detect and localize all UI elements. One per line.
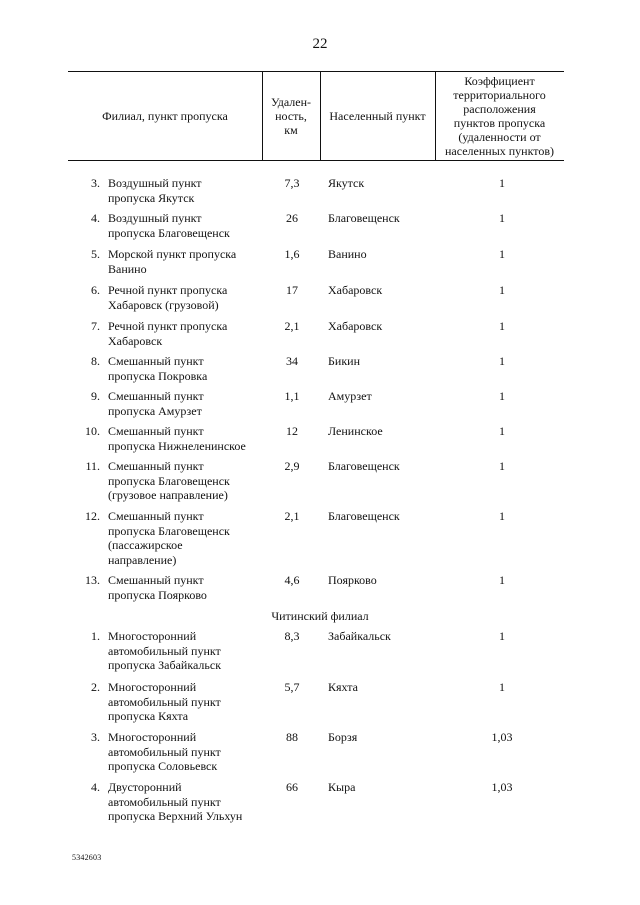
row-number: 1. (91, 629, 100, 643)
coefficient: 1 (499, 459, 505, 473)
document-code: 5342603 (72, 853, 102, 862)
distance-km: 34 (286, 354, 298, 368)
settlement: Кыра (328, 780, 356, 794)
settlement: Поярково (328, 573, 377, 587)
row-number: 6. (91, 283, 100, 297)
coefficient: 1 (499, 509, 505, 523)
header-branch: Филиал, пункт пропуска (102, 108, 228, 123)
row-number: 3. (91, 730, 100, 744)
page-number: 22 (312, 36, 328, 52)
checkpoint-name: Речной пункт пропуска Хабаровск (108, 319, 228, 348)
row-number: 3. (91, 176, 100, 190)
distance-km: 1,6 (284, 247, 300, 261)
section-title: Читинский филиал (271, 609, 369, 623)
coefficient: 1 (499, 354, 505, 368)
distance-km: 2,1 (284, 319, 300, 333)
distance-km: 4,6 (284, 573, 300, 587)
checkpoint-name: Смешанный пункт пропуска Благовещенск (грузовое направление) (108, 459, 230, 503)
header-coefficient: Коэффициент территориального расположения пунктов пропуска (удаленности от населенных пунктов) (444, 73, 555, 158)
checkpoint-name: Смешанный пункт пропуска Нижнеленинское (108, 424, 246, 453)
distance-km: 17 (286, 283, 298, 297)
settlement: Бикин (328, 354, 360, 368)
settlement: Ванино (328, 247, 367, 261)
coefficient: 1 (499, 680, 505, 694)
checkpoint-name: Многосторонний автомобильный пункт пропуска Кяхта (108, 680, 221, 724)
coefficient: 1 (499, 629, 505, 643)
distance-km: 12 (286, 424, 298, 438)
settlement: Амурзет (328, 389, 372, 403)
checkpoint-name: Смешанный пункт пропуска Амурзет (108, 389, 204, 418)
settlement: Якутск (328, 176, 365, 190)
header-bottom-rule (68, 160, 564, 161)
coefficient: 1 (499, 319, 505, 333)
settlement: Благовещенск (328, 211, 400, 225)
distance-km: 88 (286, 730, 298, 744)
row-number: 4. (91, 211, 100, 225)
coefficient: 1 (499, 176, 505, 190)
row-number: 4. (91, 780, 100, 794)
coefficient: 1,03 (491, 730, 513, 744)
coefficient: 1 (499, 573, 505, 587)
settlement: Забайкальск (328, 629, 391, 643)
distance-km: 66 (286, 780, 298, 794)
settlement: Хабаровск (328, 319, 383, 333)
coefficient: 1 (499, 424, 505, 438)
settlement: Борзя (328, 730, 358, 744)
checkpoint-name: Смешанный пункт пропуска Поярково (108, 573, 207, 602)
header-distance: Удален- ность, км (270, 94, 312, 137)
row-number: 8. (91, 354, 100, 368)
distance-km: 5,7 (284, 680, 300, 694)
row-number: 13. (85, 573, 100, 587)
checkpoint-name: Двусторонний автомобильный пункт пропуска Верхний Ульхун (108, 780, 243, 824)
coefficient: 1 (499, 389, 505, 403)
checkpoint-name: Смешанный пункт пропуска Благовещенск (пассажирское направление) (108, 509, 230, 567)
coefficient: 1 (499, 283, 505, 297)
header-settlement: Населенный пункт (329, 108, 426, 123)
checkpoint-name: Смешанный пункт пропуска Покровка (108, 354, 208, 383)
checkpoint-name: Речной пункт пропуска Хабаровск (грузовой) (108, 283, 228, 312)
checkpoint-name: Многосторонний автомобильный пункт пропуска Соловьевск (108, 730, 221, 774)
distance-km: 26 (286, 211, 298, 225)
settlement: Благовещенск (328, 459, 400, 473)
coefficient: 1,03 (491, 780, 513, 794)
distance-km: 2,9 (284, 459, 300, 473)
settlement: Кяхта (328, 680, 358, 694)
row-number: 10. (85, 424, 100, 438)
row-number: 7. (91, 319, 100, 333)
row-number: 12. (85, 509, 100, 523)
settlement: Благовещенск (328, 509, 400, 523)
checkpoint-name: Воздушный пункт пропуска Якутск (108, 176, 202, 205)
coefficient: 1 (499, 211, 505, 225)
settlement: Ленинское (328, 424, 383, 438)
checkpoint-name: Многосторонний автомобильный пункт пропуска Забайкальск (108, 629, 222, 673)
row-number: 9. (91, 389, 100, 403)
settlement: Хабаровск (328, 283, 383, 297)
row-number: 5. (91, 247, 100, 261)
coefficient: 1 (499, 247, 505, 261)
row-number: 11. (85, 459, 100, 473)
distance-km: 1,1 (284, 389, 300, 403)
checkpoint-name: Морской пункт пропуска Ванино (108, 247, 237, 276)
row-number: 2. (91, 680, 100, 694)
distance-km: 8,3 (284, 629, 300, 643)
distance-km: 7,3 (284, 176, 300, 190)
distance-km: 2,1 (284, 509, 300, 523)
checkpoint-name: Воздушный пункт пропуска Благовещенск (108, 211, 230, 240)
